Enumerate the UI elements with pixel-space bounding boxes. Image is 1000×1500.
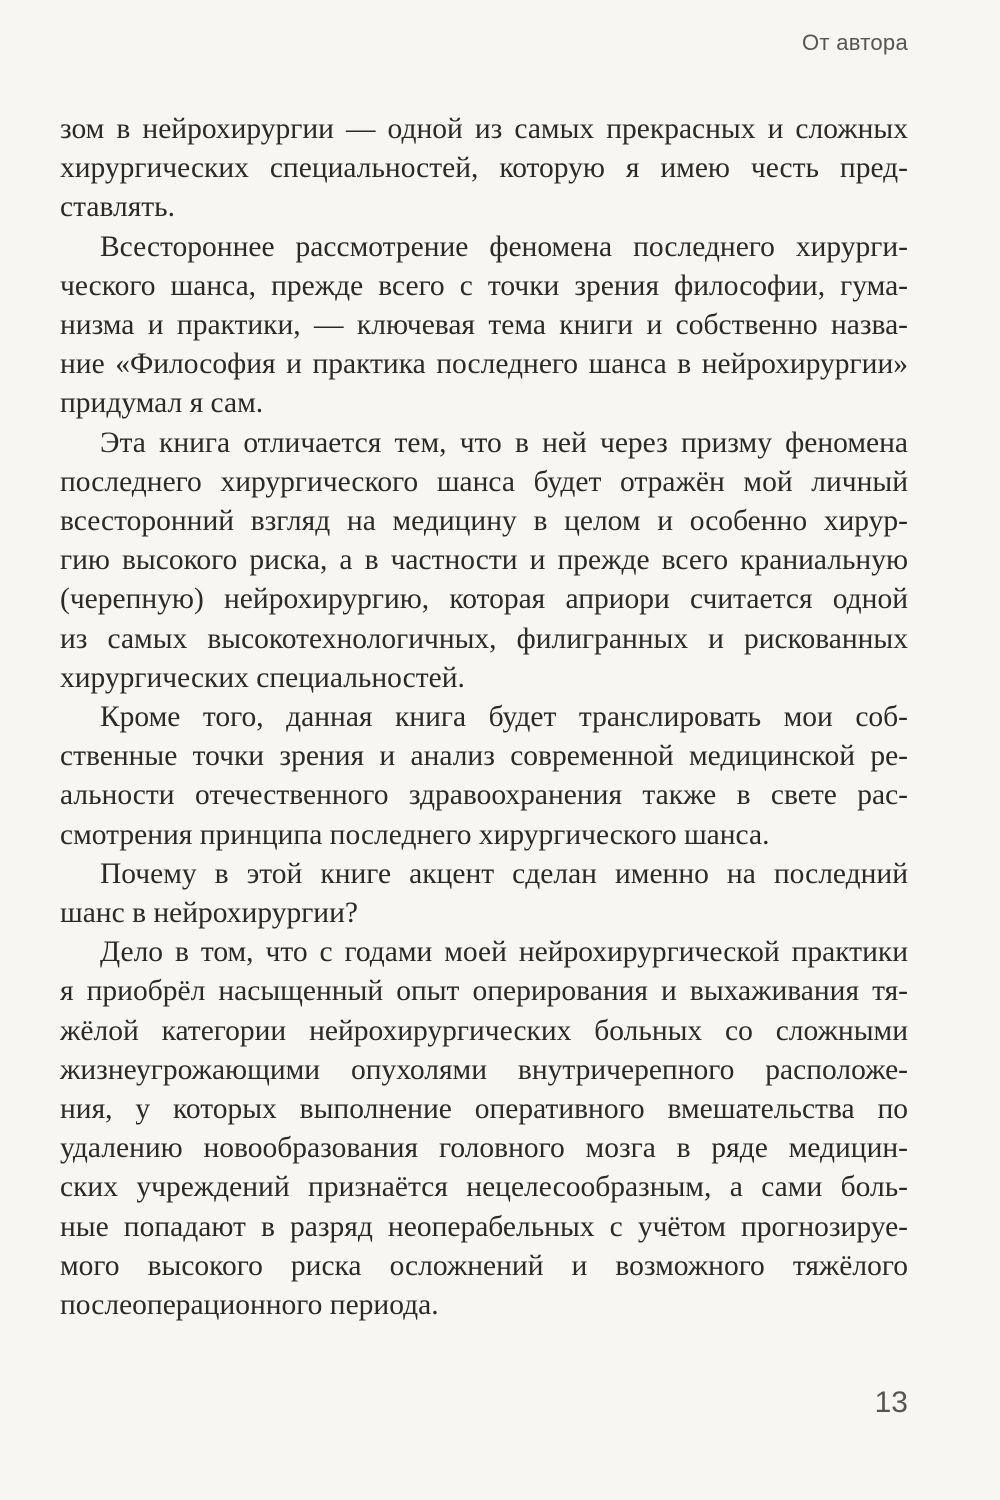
text-line: альности отечественного здравоохранения также в свете рас- <box>60 779 908 812</box>
text-line: смотрения принципа последнего хирургического шанса. <box>60 818 770 851</box>
text-line: ные попадают в разряд неоперабельных с учётом прогнозируе- <box>60 1210 908 1243</box>
text-line: ственные точки зрения и анализ современной медицинской ре- <box>60 740 908 773</box>
paragraph-first-line: Всестороннее рассмотрение феномена последнего хирурги- <box>100 230 908 263</box>
text-line: удалению новообразования головного мозга в ряде медицин- <box>60 1132 908 1165</box>
paragraph-first-line: Эта книга отличается тем, что в ней через призму феномена <box>100 426 908 459</box>
text-line: жёлой категории нейрохирургических больных со сложными <box>60 1014 908 1047</box>
text-line: последнего хирургического шанса будет отражён мой личный <box>60 465 908 498</box>
paragraph-first-line: Дело в том, что с годами моей нейрохирургической практики <box>100 936 908 969</box>
text-line: из самых высокотехнологичных, филигранных и рискованных <box>60 622 908 655</box>
running-header: От автора <box>802 30 908 55</box>
text-line: ских учреждений признаётся нецелесообразным, а сами боль- <box>60 1171 908 1204</box>
text-line: жизнеугрожающими опухолями внутричерепного расположе- <box>60 1053 908 1086</box>
text-line: ставлять. <box>60 191 175 224</box>
paragraph-first-line: Кроме того, данная книга будет транслировать мои соб- <box>100 701 908 734</box>
text-line: ния, у которых выполнение оперативного вмешательства по <box>60 1093 908 1126</box>
text-line: шанс в нейрохирургии? <box>60 897 358 930</box>
text-line: ческого шанса, прежде всего с точки зрения философии, гума- <box>60 269 908 302</box>
text-line: мого высокого риска осложнений и возможного тяжёлого <box>60 1249 908 1282</box>
text-line: (черепную) нейрохирургию, которая априори считается одной <box>60 583 908 616</box>
paragraph-first-line: Почему в этой книге акцент сделан именно на последний <box>100 857 908 890</box>
text-line: я приобрёл насыщенный опыт оперирования и выхаживания тя- <box>60 975 908 1008</box>
text-line: хирургических специальностей, которую я имею честь пред- <box>60 152 908 185</box>
page-number: 13 <box>874 1386 908 1419</box>
text-line: гию высокого риска, а в частности и прежде всего краниальную <box>60 544 908 577</box>
text-line: всесторонний взгляд на медицину в целом и особенно хирур- <box>60 505 908 538</box>
text-line: послеоперационного периода. <box>60 1289 439 1322</box>
body-text <box>60 110 908 1325</box>
text-line: хирургических специальностей. <box>60 661 465 694</box>
text-line: ние «Философия и практика последнего шанса в нейрохирургии» <box>60 348 908 381</box>
text-line: зом в нейрохирургии — одной из самых прекрасных и сложных <box>60 113 908 145</box>
text-line: низма и практики, — ключевая тема книги и собственно назва- <box>60 309 908 342</box>
text-line: придумал я сам. <box>60 387 264 420</box>
